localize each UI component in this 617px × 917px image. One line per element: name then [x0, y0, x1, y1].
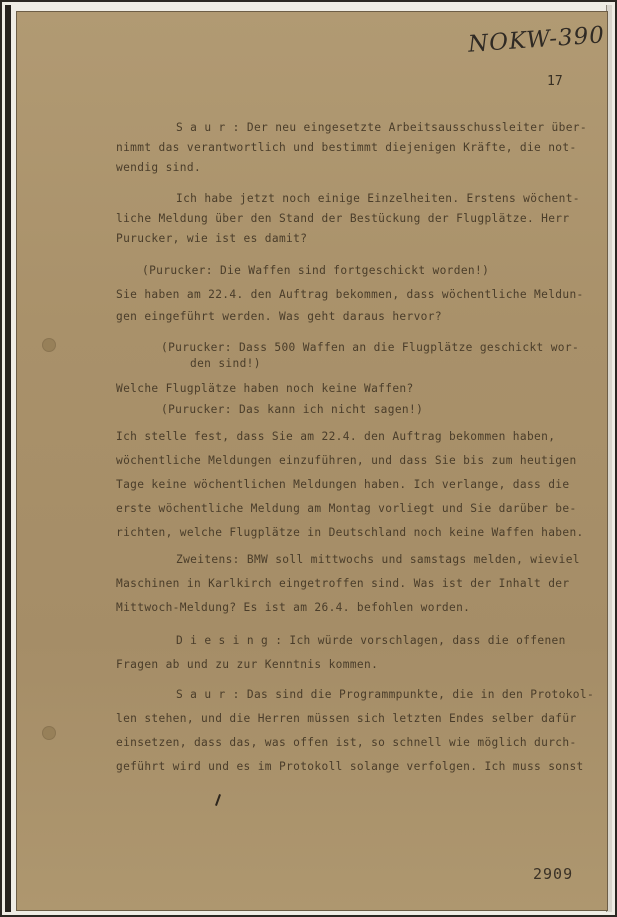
text-line: (Purucker: Das kann ich nicht sagen!) — [161, 403, 424, 416]
text-line: Welche Flugplätze haben noch keine Waffen? — [116, 382, 414, 395]
text-line: Tage keine wöchentlichen Meldungen haben. Ich verlange, dass die — [116, 478, 570, 491]
text-line: nimmt das verantwortlich und bestimmt diejenigen Kräfte, die not- — [116, 141, 577, 154]
text-line: Zweitens: BMW soll mittwochs und samstags melden, wieviel — [176, 553, 580, 566]
text-line: wöchentliche Meldungen einzuführen, und dass Sie bis zum heutigen — [116, 454, 577, 467]
scan-border-left — [5, 5, 11, 912]
text-line: (Purucker: Dass 500 Waffen an die Flugplätze geschickt wor- — [161, 341, 580, 354]
text-line: Fragen ab und zu zur Kenntnis kommen. — [116, 658, 379, 671]
text-line: Ich habe jetzt noch einige Einzelheiten. Erstens wöchent- — [176, 192, 580, 205]
text-line: Sie haben am 22.4. den Auftrag bekommen, dass wöchentliche Meldun- — [116, 288, 584, 301]
text-line: Mittwoch-Meldung? Es ist am 26.4. befohlen worden. — [116, 601, 471, 614]
punch-hole — [43, 727, 55, 739]
text-line: erste wöchentliche Meldung am Montag vorliegt und Sie darüber be- — [116, 502, 577, 515]
text-line: gen eingeführt werden. Was geht daraus hervor? — [116, 310, 442, 323]
text-line: Maschinen in Karlkirch eingetroffen sind. Was ist der Inhalt der — [116, 577, 570, 590]
text-line: Ich stelle fest, dass Sie am 22.4. den Auftrag bekommen haben, — [116, 430, 556, 443]
text-line: einsetzen, dass das, was offen ist, so schnell wie möglich durch- — [116, 736, 577, 749]
punch-hole — [43, 339, 55, 351]
text-line: (Purucker: Die Waffen sind fortgeschickt worden!) — [142, 264, 490, 277]
text-line: wendig sind. — [116, 161, 202, 174]
document-page — [16, 11, 608, 911]
text-line: S a u r : Der neu eingesetzte Arbeitsausschussleiter über- — [176, 121, 587, 134]
text-line: geführt wird und es im Protokoll solange verfolgen. Ich muss sonst — [116, 760, 584, 773]
archive-reference: NOKW-390 — [467, 22, 606, 58]
text-line: S a u r : Das sind die Programmpunkte, die in den Protokol- — [176, 688, 595, 701]
page-number: 17 — [547, 74, 563, 89]
text-line: Purucker, wie ist es damit? — [116, 232, 308, 245]
text-line: den sind!) — [190, 357, 261, 370]
text-line: len stehen, und die Herren müssen sich letzten Endes selber dafür — [116, 712, 577, 725]
text-line: D i e s i n g : Ich würde vorschlagen, dass die offenen — [176, 634, 566, 647]
text-line: richten, welche Flugplätze in Deutschland noch keine Waffen haben. — [116, 526, 584, 539]
folio-number: 2909 — [533, 865, 574, 883]
text-line: liche Meldung über den Stand der Bestückung der Flugplätze. Herr — [116, 212, 570, 225]
pen-mark — [215, 794, 221, 806]
